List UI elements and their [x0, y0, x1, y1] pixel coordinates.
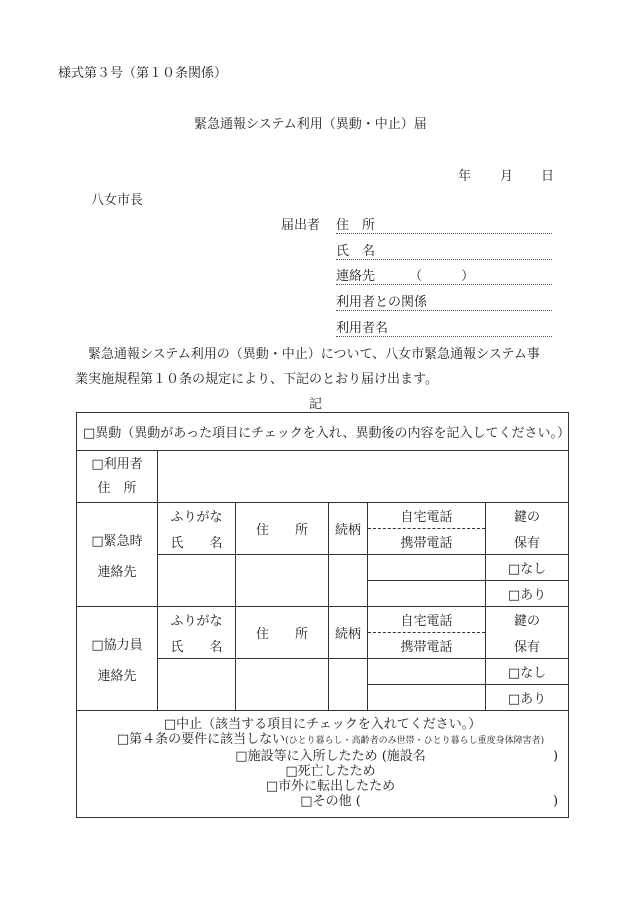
- applicant-username-label: 利用者名: [336, 321, 389, 336]
- cooperator-line1: □協力員: [91, 637, 143, 653]
- emergency-name-field[interactable]: [158, 555, 236, 607]
- applicant-contact-line[interactable]: [336, 265, 552, 285]
- cooperator-name-header: 氏 名: [158, 633, 236, 659]
- user-address-line2: 住 所: [97, 480, 137, 496]
- user-address-label[interactable]: [77, 451, 158, 503]
- form-number: 様式第３号（第１０条関係）: [58, 66, 228, 81]
- contact-paren: （ ）: [409, 269, 475, 284]
- emergency-key-header-1: 鍵の: [486, 503, 569, 529]
- change-header[interactable]: □異動（異動があった項目にチェックを入れ、異動後の内容を記入してください。）: [77, 413, 569, 451]
- applicant-label: 届出者: [281, 218, 321, 233]
- cooperator-address-header: 住 所: [236, 607, 329, 659]
- body-text-line-2: 業実施規程第１０条の規定により、下記のとおり届け出ます。: [75, 372, 438, 387]
- user-address-field[interactable]: [158, 451, 569, 503]
- cooperator-key-header-2: 保有: [486, 633, 569, 659]
- stop-header[interactable]: □中止（該当する項目にチェックを入れてください。）: [163, 717, 482, 732]
- emergency-key-header-2: 保有: [486, 529, 569, 555]
- stop-item-other-close: ): [553, 794, 559, 809]
- cooperator-line2: 連絡先: [97, 668, 137, 684]
- cooperator-key-yes[interactable]: □あり: [486, 685, 569, 711]
- emergency-name-header: 氏 名: [158, 529, 236, 555]
- emergency-line1: □緊急時: [91, 533, 143, 549]
- cooperator-relation-field[interactable]: [329, 659, 368, 711]
- stop-section: [77, 711, 569, 818]
- emergency-address-header: 住 所: [236, 503, 329, 555]
- stop-item-other[interactable]: [83, 794, 562, 809]
- cooperator-mobile-header: 携帯電話: [368, 633, 486, 659]
- stop-item-death[interactable]: [83, 764, 562, 779]
- emergency-line2: 連絡先: [97, 564, 137, 580]
- emergency-key-none[interactable]: □なし: [486, 555, 569, 581]
- form-title: 緊急通報システム利用（異動・中止）届: [194, 117, 427, 132]
- stop-item-requirement-label: □第４条の要件に該当しない: [116, 732, 286, 747]
- cooperator-address-field[interactable]: [236, 659, 329, 711]
- applicant-relation-line[interactable]: [336, 291, 552, 311]
- ki-label: 記: [309, 397, 323, 412]
- stop-item-facility-close: ): [553, 749, 559, 764]
- stop-item-other-label: □その他 (: [300, 794, 361, 809]
- cooperator-key-none[interactable]: □なし: [486, 659, 569, 685]
- emergency-mobile-header: 携帯電話: [368, 529, 486, 555]
- body-text-line-1: 緊急通報システム利用の（異動・中止）について、八女市緊急通報システム事: [88, 347, 540, 362]
- cooperator-key-header-1: 鍵の: [486, 607, 569, 633]
- applicant-address-label: 住 所: [336, 218, 376, 233]
- applicant-relation-label: 利用者との関係: [336, 295, 428, 310]
- emergency-address-field[interactable]: [236, 555, 329, 607]
- cooperator-relation-header: 続柄: [329, 607, 368, 659]
- stop-item-moved-label: □市外に転出したため: [265, 779, 396, 794]
- cooperator-label[interactable]: [77, 607, 158, 711]
- emergency-label[interactable]: [77, 503, 158, 607]
- addressee: 八女市長: [91, 193, 144, 208]
- form-table: [76, 412, 569, 818]
- stop-item-facility[interactable]: [83, 749, 562, 764]
- emergency-relation-field[interactable]: [329, 555, 368, 607]
- emergency-home-phone-field[interactable]: [368, 555, 486, 581]
- applicant-contact-label: 連絡先: [336, 269, 376, 284]
- emergency-home-phone-header: 自宅電話: [368, 503, 486, 529]
- applicant-name-label: 氏 名: [336, 244, 376, 259]
- applicant-address-line[interactable]: [336, 214, 552, 234]
- cooperator-furigana-label: ふりがな: [158, 607, 236, 633]
- applicant-name-line[interactable]: [336, 240, 552, 260]
- user-address-line1: □利用者: [91, 456, 143, 472]
- date-year: 年: [458, 169, 472, 184]
- stop-item-facility-label: □施設等に入所したため (施設名: [235, 749, 426, 764]
- cooperator-home-phone-header: 自宅電話: [368, 607, 486, 633]
- emergency-key-yes[interactable]: □あり: [486, 581, 569, 607]
- stop-item-requirement[interactable]: [83, 732, 562, 749]
- date-day: 日: [541, 169, 555, 184]
- cooperator-name-field[interactable]: [158, 659, 236, 711]
- emergency-furigana-label: ふりがな: [158, 503, 236, 529]
- applicant-username-line[interactable]: [336, 317, 552, 337]
- stop-item-death-label: □死亡したため: [285, 764, 376, 779]
- cooperator-mobile-field[interactable]: [368, 685, 486, 711]
- stop-item-moved[interactable]: [83, 779, 562, 794]
- emergency-mobile-field[interactable]: [368, 581, 486, 607]
- stop-item-requirement-note: (ひとり暮らし・高齢者のみ世帯・ひとり暮らし重度身体障害者): [285, 736, 545, 746]
- date-month: 月: [500, 169, 514, 184]
- emergency-relation-header: 続柄: [329, 503, 368, 555]
- cooperator-home-phone-field[interactable]: [368, 659, 486, 685]
